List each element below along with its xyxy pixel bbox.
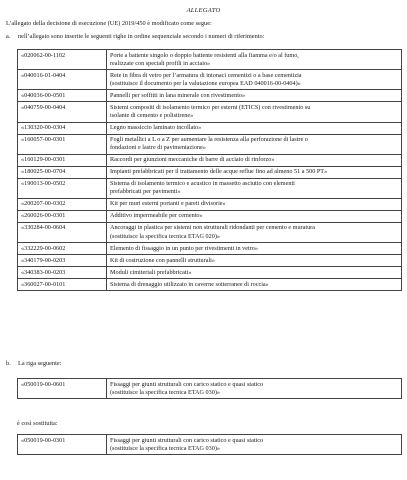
description-line: Impianti prefabbricati per il trattamento delle acque reflue fino ad almeno 51 a 500 PT» xyxy=(110,168,328,176)
description-line: Legno massiccio laminato incollato» xyxy=(110,124,202,132)
description-line: Sistema di drenaggio utilizzato in caverne sotterranee di roccia» xyxy=(110,280,269,288)
product-description xyxy=(107,267,402,279)
product-description xyxy=(107,90,402,102)
table-row xyxy=(18,278,402,290)
table-row xyxy=(18,154,402,166)
reference-number: «330284-00-0604 xyxy=(18,222,107,242)
product-description xyxy=(107,278,402,290)
description-line: Fogli metallici a L o a Z per aumentare la resistenza alla perforazione di lastre o xyxy=(110,136,308,144)
reference-number: «040759-00-0404 xyxy=(18,102,107,122)
description-line: Sistema di isolamento termico e acustico in massetto asciutto con elementi xyxy=(110,180,295,188)
description-line: Porte a battente singolo o doppio battente resistenti alla fiamma e/o al fumo, xyxy=(110,51,299,59)
product-description xyxy=(107,210,402,222)
table-row xyxy=(18,198,402,210)
page-title: ALLEGATO xyxy=(186,7,221,14)
product-description xyxy=(107,243,402,255)
description-line: (sostituisce la specifica tecnica ETAG 030)» xyxy=(110,388,220,396)
reference-number: «020062-00-1102 xyxy=(18,50,107,70)
reference-number: «050019-00-0301 xyxy=(18,435,107,455)
reference-number: «340383-00-0203 xyxy=(18,267,107,279)
description-line: Rete in fibra di vetro per l’armatura di intonaci cementizi o a base cementizia xyxy=(110,71,302,79)
product-description xyxy=(107,222,402,242)
product-description xyxy=(107,154,402,166)
reference-number: «130320-00-0304 xyxy=(18,122,107,134)
description-line: prefabbricati per pavimenti» xyxy=(110,188,181,196)
reference-number: «180025-00-0704 xyxy=(18,166,107,178)
reference-number: «360027-00-0101 xyxy=(18,278,107,290)
reference-number: «040016-01-0404 xyxy=(18,70,107,90)
product-description xyxy=(107,102,402,122)
section-a-heading xyxy=(6,33,264,40)
old-row-table xyxy=(17,378,402,399)
description-line: Kit di costruzione con pannelli strutturali» xyxy=(110,256,215,264)
table-row xyxy=(18,243,402,255)
description-line: Kit per muri esterni portanti e pareti divisorie» xyxy=(110,200,226,208)
description-line: isolante di cemento e polistirene» xyxy=(110,112,194,120)
description-line: fondazioni e lastre di pavimentazione» xyxy=(110,144,206,152)
reference-number: «260026-00-0301 xyxy=(18,210,107,222)
description-line: Fissaggi per giunti strutturali con carico statico e quasi statico xyxy=(110,380,264,388)
table-row xyxy=(18,222,402,242)
description-line: Elemento di fissaggio in un punto per rivestimenti in vetro» xyxy=(110,244,258,252)
inserted-rows-table xyxy=(17,49,402,291)
product-description xyxy=(107,50,402,70)
description-line: Additivo impermeabile per cemento» xyxy=(110,212,203,220)
table-row xyxy=(18,70,402,90)
table-row xyxy=(18,255,402,267)
table-row xyxy=(18,178,402,198)
description-line: Fissaggi per giunti strutturali con carico statico e quasi statico xyxy=(110,436,264,444)
description-line: Raccordi per giunzioni meccaniche di barre di acciaio di rinforzo» xyxy=(110,156,275,164)
product-description xyxy=(107,435,402,455)
product-description xyxy=(107,255,402,267)
reference-number: «160129-00-0301 xyxy=(18,154,107,166)
reference-number: «160057-00-0301 xyxy=(18,134,107,154)
section-b-text: La riga seguente: xyxy=(18,360,62,367)
table-row xyxy=(18,90,402,102)
replaced-text: è così sostituita: xyxy=(17,420,58,427)
table-row xyxy=(18,166,402,178)
product-description xyxy=(107,134,402,154)
description-line: (sostituisce la specifica tecnica ETAG 020)» xyxy=(110,232,220,240)
description-line: Pannelli per soffitti in lana minerale con rivestimento» xyxy=(110,91,246,99)
section-b-heading xyxy=(6,360,61,367)
product-description xyxy=(107,166,402,178)
description-line: (sostituisce il documento per la valutazione europea EAD 040016-00-0404)» xyxy=(110,79,301,87)
section-b-label: b. xyxy=(6,360,11,367)
table-row xyxy=(18,50,402,70)
description-line: realizzate con speciali profili in acciaio» xyxy=(110,59,211,67)
section-a-label: a. xyxy=(6,33,11,40)
table-row xyxy=(18,435,402,455)
section-a-text: nell’allegato sono inserite le seguenti righe in ordine sequenziale secondo i numeri di riferimento: xyxy=(18,33,265,40)
reference-number: «050019-00-0601 xyxy=(18,379,107,399)
table-row xyxy=(18,122,402,134)
product-description xyxy=(107,122,402,134)
table-row xyxy=(18,210,402,222)
product-description xyxy=(107,379,402,399)
reference-number: «332229-00-0602 xyxy=(18,243,107,255)
description-line: Sistemi compositi di isolamento termico per esterni (ETICS) con rivestimento su xyxy=(110,103,311,111)
description-line: (sostituisce la specifica tecnica ETAG 030)» xyxy=(110,444,220,452)
description-line: Moduli cimiteriali prefabbricati» xyxy=(110,268,192,276)
intro-paragraph: L’allegato della decisione di esecuzione (UE) 2019/450 è modificato come segue: xyxy=(6,20,212,27)
reference-number: «340179-00-0203 xyxy=(18,255,107,267)
table-row xyxy=(18,379,402,399)
description-line: Ancoraggi in plastica per sistemi non strutturali ridondanti per cemento e muratura xyxy=(110,224,315,232)
product-description xyxy=(107,198,402,210)
replacement-row-table xyxy=(17,434,402,455)
reference-number: «190013-00-0502 xyxy=(18,178,107,198)
product-description xyxy=(107,178,402,198)
table-row xyxy=(18,102,402,122)
reference-number: «200207-00-0302 xyxy=(18,198,107,210)
table-row xyxy=(18,267,402,279)
product-description xyxy=(107,70,402,90)
table-row xyxy=(18,134,402,154)
reference-number: «040036-00-0501 xyxy=(18,90,107,102)
